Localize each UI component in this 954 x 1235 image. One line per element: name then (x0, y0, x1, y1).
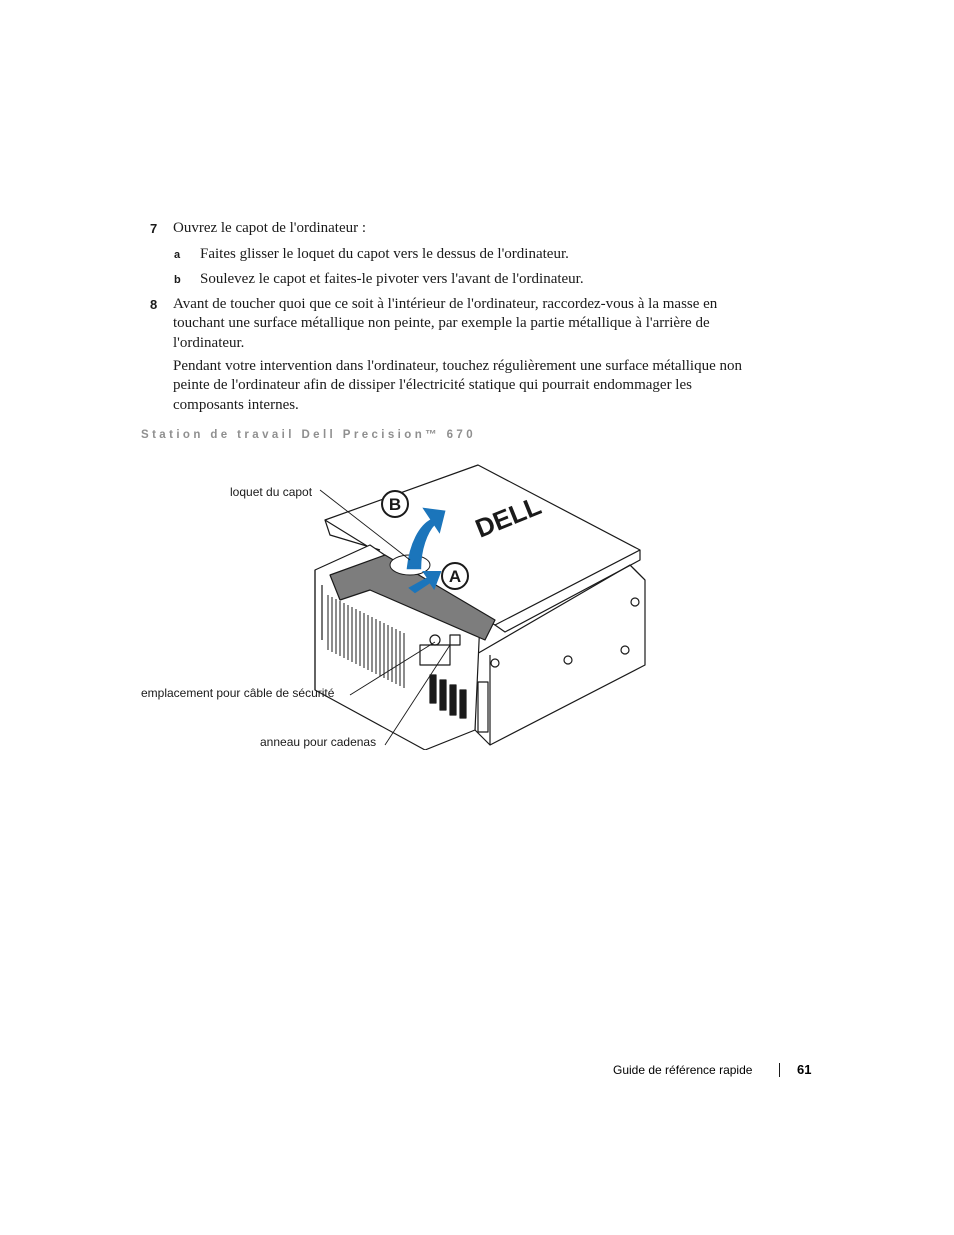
footer-separator (779, 1063, 780, 1077)
footer-title: Guide de référence rapide (613, 1063, 753, 1077)
note-paragraph: Pendant votre intervention dans l'ordinateur, touchez régulièrement une surface métallique non peinte de l'ordinateur afin de dissiper l'électricité statique qui pourrait endommager les composants internes. (173, 358, 742, 413)
substep-letter: b (174, 274, 181, 286)
callout-latch: loquet du capot (230, 485, 313, 499)
substep-letter: a (174, 249, 181, 261)
step-text: Ouvrez le capot de l'ordinateur : (173, 220, 367, 236)
step-number: 8 (150, 297, 158, 312)
marker-a-label: A (448, 567, 462, 586)
computer-cover-figure (300, 460, 660, 750)
callout-cable-slot: emplacement pour câble de sécurité (141, 686, 335, 700)
step-text: Avant de toucher quoi que ce soit à l'intérieur de l'ordinateur, raccordez-vous à la masse en touchant une surface métallique non peinte, par exemple la partie métallique à l'arrière de l'ordinateur. (173, 296, 718, 351)
substep-text: Soulevez le capot et faites-le pivoter vers l'avant de l'ordinateur. (200, 271, 584, 287)
page-number: 61 (797, 1062, 812, 1077)
callout-padlock-ring: anneau pour cadenas (260, 735, 377, 749)
section-heading: Station de travail Dell Precision™ 670 (141, 429, 476, 441)
step-number: 7 (150, 221, 158, 236)
dell-logo: DELL (471, 490, 546, 544)
substep-text: Faites glisser le loquet du capot vers le dessus de l'ordinateur. (200, 246, 569, 262)
marker-b-label: B (388, 495, 402, 514)
